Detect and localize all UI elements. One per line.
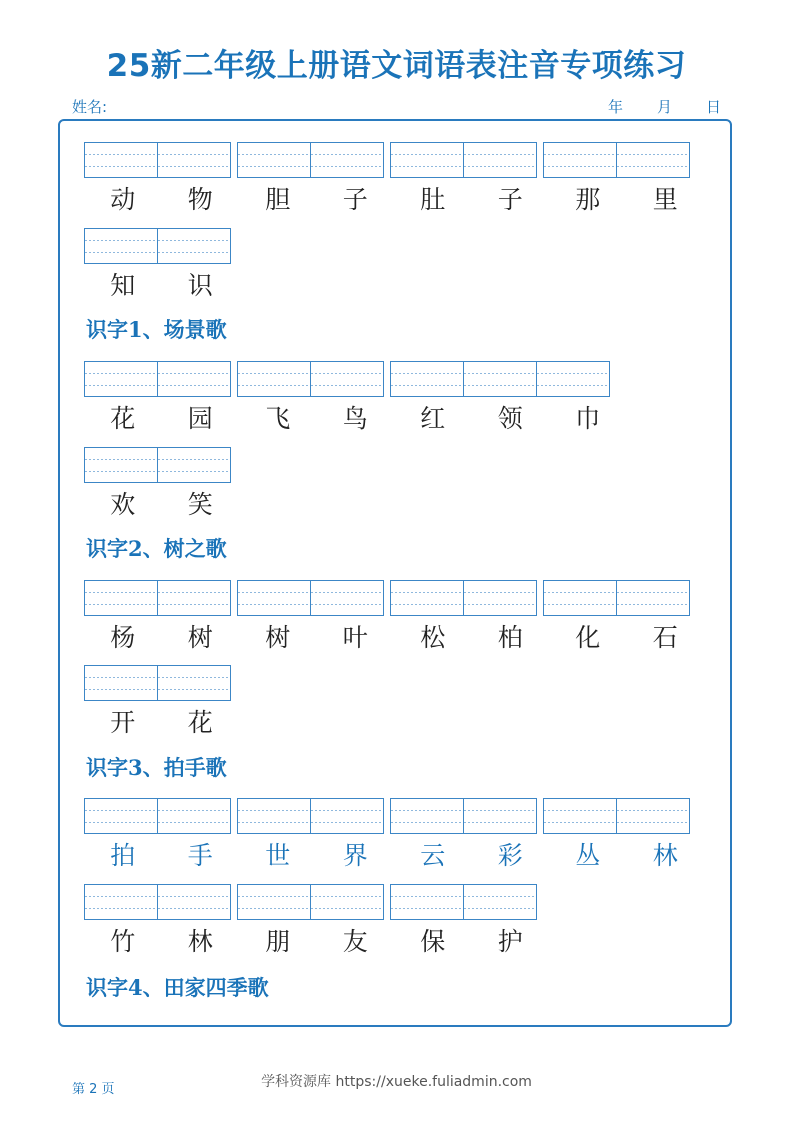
hanzi-character: 朋 (265, 927, 291, 956)
pinyin-word-box[interactable] (543, 798, 690, 834)
pinyin-writing-cell[interactable] (310, 798, 384, 834)
pinyin-writing-cell[interactable] (310, 361, 384, 397)
hanzi-character: 界 (342, 841, 368, 870)
character-row (84, 266, 239, 302)
hanzi-character: 红 (420, 404, 446, 433)
pinyin-writing-cell[interactable] (157, 580, 231, 616)
pinyin-writing-cell[interactable] (237, 361, 311, 397)
hanzi-character: 领 (497, 404, 523, 433)
pinyin-writing-cell[interactable] (157, 447, 231, 483)
hanzi-character: 花 (110, 404, 136, 433)
pinyin-writing-cell[interactable] (84, 447, 158, 483)
hanzi-character: 飞 (265, 404, 291, 433)
section-heading: 识字4、田家四季歌 (86, 975, 269, 1000)
pinyin-writing-cell[interactable] (463, 798, 537, 834)
pinyin-writing-cell[interactable] (310, 884, 384, 920)
date-row (608, 96, 721, 117)
pinyin-writing-cell[interactable] (157, 884, 231, 920)
pinyin-writing-cell[interactable] (237, 884, 311, 920)
day-label: 日 (705, 98, 721, 116)
pinyin-writing-cell[interactable] (84, 142, 158, 178)
pinyin-word-box[interactable] (237, 884, 384, 920)
pinyin-word-box[interactable] (390, 580, 537, 616)
pinyin-writing-cell[interactable] (616, 798, 690, 834)
hanzi-character: 知 (110, 271, 136, 300)
pinyin-word-box[interactable] (84, 884, 231, 920)
pinyin-writing-cell[interactable] (157, 228, 231, 264)
pinyin-writing-cell[interactable] (616, 142, 690, 178)
hanzi-character: 林 (652, 841, 678, 870)
hanzi-character: 林 (187, 927, 213, 956)
pinyin-word-box[interactable] (390, 142, 537, 178)
pinyin-word-box[interactable] (390, 361, 610, 397)
section-heading: 识字3、拍手歌 (86, 755, 227, 780)
pinyin-writing-cell[interactable] (463, 361, 537, 397)
pinyin-grid-row (84, 798, 696, 834)
character-row (84, 399, 627, 435)
character-row (84, 618, 704, 654)
pinyin-grid-row (84, 665, 237, 701)
pinyin-word-box[interactable] (84, 447, 231, 483)
hanzi-character: 彩 (497, 841, 523, 870)
pinyin-writing-cell[interactable] (543, 142, 617, 178)
pinyin-writing-cell[interactable] (84, 798, 158, 834)
hanzi-character: 松 (420, 623, 446, 652)
pinyin-writing-cell[interactable] (84, 884, 158, 920)
page-number: 第 2 页 (72, 1082, 115, 1097)
pinyin-grid-row (84, 580, 696, 616)
hanzi-character: 开 (110, 708, 136, 737)
pinyin-writing-cell[interactable] (84, 580, 158, 616)
pinyin-writing-cell[interactable] (390, 580, 464, 616)
pinyin-writing-cell[interactable] (390, 798, 464, 834)
section-heading: 识字1、场景歌 (86, 317, 227, 342)
pinyin-writing-cell[interactable] (310, 580, 384, 616)
hanzi-character: 柏 (497, 623, 523, 652)
pinyin-writing-cell[interactable] (84, 228, 158, 264)
hanzi-character: 那 (575, 185, 601, 214)
pinyin-writing-cell[interactable] (543, 580, 617, 616)
hanzi-character: 巾 (575, 404, 601, 433)
pinyin-word-box[interactable] (237, 361, 384, 397)
hanzi-character: 花 (187, 708, 213, 737)
hanzi-character: 笑 (187, 490, 213, 519)
hanzi-character: 肚 (420, 185, 446, 214)
pinyin-writing-cell[interactable] (237, 580, 311, 616)
pinyin-word-box[interactable] (390, 884, 537, 920)
pinyin-writing-cell[interactable] (84, 665, 158, 701)
pinyin-writing-cell[interactable] (543, 798, 617, 834)
pinyin-grid-row (84, 142, 696, 178)
hanzi-character: 护 (497, 927, 523, 956)
pinyin-word-box[interactable] (84, 142, 231, 178)
pinyin-writing-cell[interactable] (237, 798, 311, 834)
hanzi-character: 友 (342, 927, 368, 956)
hanzi-character: 树 (265, 623, 291, 652)
character-row (84, 836, 704, 872)
pinyin-writing-cell[interactable] (463, 884, 537, 920)
hanzi-character: 竹 (110, 927, 136, 956)
hanzi-character: 子 (497, 185, 523, 214)
pinyin-writing-cell[interactable] (237, 142, 311, 178)
pinyin-word-box[interactable] (237, 142, 384, 178)
pinyin-writing-cell[interactable] (157, 142, 231, 178)
hanzi-character: 杨 (110, 623, 136, 652)
hanzi-character: 里 (652, 185, 678, 214)
section-heading: 识字2、树之歌 (86, 536, 227, 561)
pinyin-word-box[interactable] (237, 580, 384, 616)
pinyin-word-box[interactable] (237, 798, 384, 834)
pinyin-grid-row (84, 361, 616, 397)
hanzi-character: 胆 (265, 185, 291, 214)
pinyin-word-box[interactable] (543, 580, 690, 616)
character-row (84, 703, 239, 739)
pinyin-grid-row (84, 884, 543, 920)
pinyin-grid-row (84, 228, 237, 264)
hanzi-character: 树 (187, 623, 213, 652)
pinyin-writing-cell[interactable] (157, 361, 231, 397)
page-title: 25新二年级上册语文词语表注音专项练习 (106, 48, 687, 84)
hanzi-character: 欢 (110, 490, 136, 519)
pinyin-writing-cell[interactable] (390, 361, 464, 397)
pinyin-word-box[interactable] (84, 580, 231, 616)
pinyin-word-box[interactable] (543, 142, 690, 178)
character-row (84, 485, 239, 521)
hanzi-character: 拍 (110, 841, 136, 870)
hanzi-character: 叶 (342, 623, 368, 652)
pinyin-writing-cell[interactable] (463, 142, 537, 178)
pinyin-writing-cell[interactable] (310, 142, 384, 178)
pinyin-writing-cell[interactable] (390, 884, 464, 920)
hanzi-character: 园 (187, 404, 213, 433)
pinyin-writing-cell[interactable] (84, 361, 158, 397)
hanzi-character: 物 (187, 185, 213, 214)
pinyin-word-box[interactable] (84, 361, 231, 397)
hanzi-character: 云 (420, 841, 446, 870)
hanzi-character: 保 (420, 927, 446, 956)
character-row (84, 180, 704, 216)
pinyin-word-box[interactable] (84, 228, 231, 264)
hanzi-character: 化 (575, 623, 601, 652)
year-label: 年 (607, 98, 623, 116)
hanzi-character: 鸟 (342, 404, 368, 433)
pinyin-word-box[interactable] (84, 665, 231, 701)
pinyin-writing-cell[interactable] (390, 142, 464, 178)
hanzi-character: 世 (265, 841, 291, 870)
site-footer: 学科资源库 https://xueke.fuliadmin.com (261, 1074, 532, 1090)
pinyin-writing-cell[interactable] (157, 798, 231, 834)
hanzi-character: 识 (187, 271, 213, 300)
pinyin-word-box[interactable] (390, 798, 537, 834)
hanzi-character: 丛 (575, 841, 601, 870)
pinyin-grid-row (84, 447, 237, 483)
hanzi-character: 手 (187, 841, 213, 870)
name-label: 姓名: (72, 98, 108, 116)
hanzi-character: 石 (652, 623, 678, 652)
pinyin-writing-cell[interactable] (616, 580, 690, 616)
month-label: 月 (656, 98, 672, 116)
pinyin-writing-cell[interactable] (463, 580, 537, 616)
hanzi-character: 子 (342, 185, 368, 214)
character-row (84, 922, 549, 958)
pinyin-word-box[interactable] (84, 798, 231, 834)
hanzi-character: 动 (110, 185, 136, 214)
pinyin-writing-cell[interactable] (536, 361, 610, 397)
pinyin-writing-cell[interactable] (157, 665, 231, 701)
